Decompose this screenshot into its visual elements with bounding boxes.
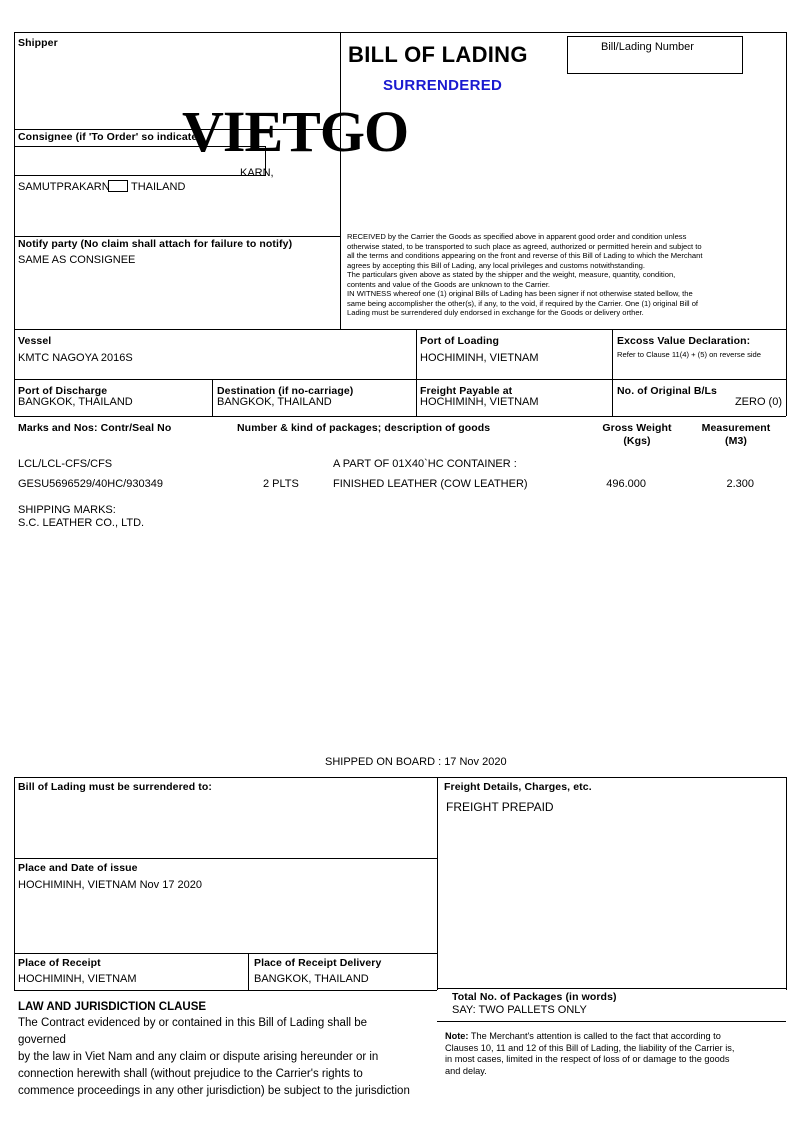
cargo-gross-weight: 496.000 [606,478,646,490]
bottom-left-border [14,777,15,991]
place-receipt-delivery-value[interactable]: BANGKOK, THAILAND [254,973,369,985]
bl-number-box[interactable] [567,36,743,74]
note-clause-line: in most cases, limited in the respect of loss of or damage to the goods [445,1054,730,1065]
discharge-row-div2 [416,379,417,416]
received-clause [347,232,779,318]
discharge-row-div1 [212,379,213,416]
port-of-loading-label: Port of Loading [420,335,500,347]
place-date-issue-label: Place and Date of issue [18,862,138,874]
shipping-marks-value: S.C. LEATHER CO., LTD. [18,517,145,529]
notify-party-label: Notify party (No claim shall attach for failure to notify) [18,238,293,250]
total-packages-top-border [437,988,786,989]
excess-value-label: Excoss Value Declaration: [617,335,751,347]
excess-value-note: Refer to Clause 11(4) + (5) on reverse side [617,350,761,359]
bl-number-label: Bill/Lading Number [601,41,694,53]
place-receipt-delivery-label: Place of Receipt Delivery [254,957,382,969]
page-title: BILL OF LADING [348,42,528,67]
cargo-col-weight-unit: (Kgs) [623,435,651,447]
cargo-quantity: 2 PLTS [263,478,299,490]
place-of-receipt-label: Place of Receipt [18,957,101,969]
received-clause-line: all the terms and conditions appearing on the front and reverse of this Bill of Lading to which the Merchant [347,251,703,260]
law-clause-title: LAW AND JURISDICTION CLAUSE [18,1001,207,1013]
note-clause-line: The Merchant's attention is called to the fact that according to [470,1031,721,1041]
consignee-input-box[interactable] [14,146,266,176]
received-clause-line: The particulars given above as stated by the shipper and the weight, measure, quantity, condition, [347,270,676,279]
received-clause-line: agrees by accepting this Bill of Lading, any local privileges and customs notwithstanding. [347,260,646,270]
law-clause-line: The Contract evidenced by or contained in this Bill of Lading shall be governed [18,1017,368,1046]
cargo-col-weight-header: Gross Weight [602,422,672,434]
consignee-line2: KARN, [240,167,274,179]
note-clause-line: and delay. [445,1065,487,1076]
note-clause [445,1031,775,1077]
vessel-label: Vessel [18,335,52,347]
freight-payable-label: Freight Payable at [420,385,513,397]
port-of-discharge-label: Port of Discharge [18,385,108,397]
cargo-col-measurement-header: Measurement [701,422,771,434]
bottom-right-border [786,777,787,990]
vessel-value[interactable]: KMTC NAGOYA 2016S [18,352,133,364]
cargo-col-packages-header: Number & kind of packages; description of goods [237,422,491,434]
discharge-row-left [14,379,15,416]
top-border [14,32,786,33]
received-clause-line: same being accomplisher the other(s), if any, to the void, if required by the Carrier. One (1) original Bill of [347,298,699,308]
discharge-row-right [786,379,787,416]
destination-label: Destination (if no-carriage) [217,385,354,397]
freight-details-label: Freight Details, Charges, etc. [444,781,592,793]
cargo-col-measurement-unit: (M3) [725,435,747,447]
place-receipt-top-border [14,953,437,954]
note-clause-line: Clauses 10, 11 and 12 of this Bill of Lading, the liability of the Carrier is, [445,1042,735,1053]
note-clause-title: Note: [445,1031,469,1041]
right-border-top [786,32,787,329]
discharge-row-top-border [14,379,786,380]
place-date-issue-value[interactable]: HOCHIMINH, VIETNAM Nov 17 2020 [18,879,202,891]
surrender-to-label: Bill of Lading must be surrendered to: [18,781,212,793]
watermark-logo: VIETGO [182,99,409,164]
original-bls-value[interactable]: ZERO (0) [734,396,782,408]
place-of-receipt-value[interactable]: HOCHIMINH, VIETNAM [18,973,137,985]
cargo-measurement: 2.300 [726,478,754,490]
shipper-label: Shipper [18,37,58,49]
vessel-row-top-border [14,329,786,330]
cargo-description-line-1: A PART OF 01X40`HC CONTAINER : [333,458,517,470]
consignee-line3: SAMUTPRAKARN [18,181,110,193]
bottom-section-top-border [14,777,786,778]
law-clause-text [18,1015,418,1100]
consignee-country: THAILAND [131,181,186,193]
original-bls-label: No. of Original B/Ls [617,385,718,397]
consignee-label: Consignee (if 'To Order' so indicate) [18,131,201,143]
cargo-col-marks-header: Marks and Nos: Contr/Seal No [18,422,172,434]
place-receipt-bottom-border [14,990,437,991]
cargo-table-top-border [14,416,786,417]
received-clause-line: RECEIVED by the Carrier the Goods as specified above in apparent good order and condition unless [347,232,687,241]
consignee-country-box [108,180,128,192]
vessel-row-left [14,329,15,379]
status-badge: SURRENDERED [383,77,503,94]
notify-party-value[interactable]: SAME AS CONSIGNEE [18,254,136,266]
center-divider-top [340,32,341,329]
place-date-issue-top-border [14,858,437,859]
freight-details-value[interactable]: FREIGHT PREPAID [446,800,554,814]
cargo-description-line-2: FINISHED LEATHER (COW LEATHER) [333,478,528,490]
freight-payable-value[interactable]: HOCHIMINH, VIETNAM [420,396,539,408]
total-packages-label: Total No. of Packages (in words) [452,991,617,1003]
cargo-marks-line-1: LCL/LCL-CFS/CFS [18,458,113,470]
left-border-top [14,32,15,329]
received-clause-line: Lading must be surrendered duly endorsed in exchange for the Goods or delivery orther. [347,308,644,317]
discharge-row-div3 [612,379,613,416]
law-clause-line: commence proceedings in any other jurisdiction) be subject to the jurisdiction [18,1085,410,1097]
total-packages-bottom-border [437,1021,786,1022]
received-clause-line: IN WITNESS whereof one (1) original Bills of Lading has been signer if not otherwise stated bellow, the [347,289,693,298]
consignee-notify-divider [14,236,340,237]
received-clause-line: otherwise stated, to be transported to such place as agreed, authorized or permitted herein and subject to [347,241,702,251]
total-packages-value: SAY: TWO PALLETS ONLY [452,1004,587,1016]
destination-value[interactable]: BANGKOK, THAILAND [217,396,332,408]
vessel-row-div1 [416,329,417,379]
shipping-marks-label: SHIPPING MARKS: [18,504,116,516]
vessel-row-div2 [612,329,613,379]
received-clause-line: contents and value of the Goods are unknown to the Carrier. [347,279,551,289]
law-clause-line: by the law in Viet Nam and any claim or dispute arising hereunder or in [18,1051,379,1063]
law-clause-line: connection herewith shall (without prejudice to the Carrier's rights to [18,1068,363,1080]
vessel-row-right [786,329,787,379]
cargo-marks-line-2: GESU5696529/40HC/930349 [18,478,163,490]
port-of-loading-value[interactable]: HOCHIMINH, VIETNAM [420,352,539,364]
place-receipt-divider [248,953,249,990]
port-of-discharge-value[interactable]: BANGKOK, THAILAND [18,396,133,408]
shipped-on-board: SHIPPED ON BOARD : 17 Nov 2020 [325,756,507,768]
bottom-center-divider [437,777,438,990]
shipper-consignee-divider [14,129,340,130]
